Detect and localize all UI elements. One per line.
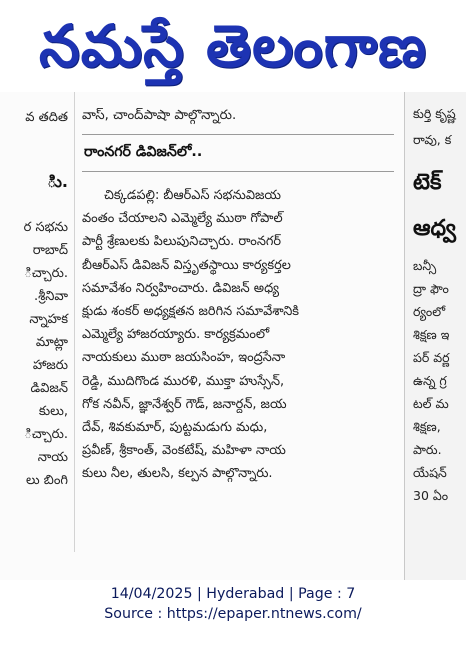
article-body: [82, 184, 392, 485]
right-column-line: శిక్షణ,: [413, 419, 441, 434]
right-column-line: టల్ మ: [413, 396, 449, 411]
right-column-line: రావు, క: [413, 132, 452, 147]
newspaper-clipping: [0, 92, 466, 580]
left-column-line: మాట్లా: [35, 335, 68, 350]
article-body-line: రెడ్డి, ముదిగొండ మురళి, ముక్తా హుస్సేన్,: [82, 373, 285, 389]
right-column-heading: టెక్: [413, 170, 442, 195]
right-column-line: ద్రా ఫౌం: [413, 281, 449, 296]
right-column-line: బన్సీ: [413, 258, 437, 273]
article-top-line: వాస్, చాంద్‌పాషా పాల్గొన్నారు.: [82, 108, 237, 123]
article-body-line: నాయకులు ముఠా జయసింహ, ఇంద్రసేనా: [82, 350, 286, 366]
left-column-fragment: [0, 92, 75, 552]
right-column-line: యేషన్: [413, 465, 447, 480]
right-column-fragment: [404, 92, 466, 580]
article-body-line: బీఆర్ఎస్ డివిజన్ విస్తృతస్థాయి కార్యకర్తల: [82, 257, 291, 273]
newspaper-logo: నమస్తే తెలంగాణ: [39, 12, 427, 80]
right-column-line: ఉన్న గ్ర: [413, 373, 447, 388]
left-column-line: లు బింగి: [25, 473, 68, 488]
article-heading: రాంనగర్ డివిజన్‌లో..: [84, 144, 203, 160]
left-column-line: ిచ్చారు.: [24, 266, 68, 281]
left-column-line: వ తదిత: [25, 110, 68, 125]
left-column-line: నాయ: [37, 450, 68, 465]
left-column-line: రాబాద్: [32, 243, 68, 258]
section-divider: [82, 171, 394, 172]
article-body-line: దేవ్, శివకుమార్, పుట్టమడుగు మధు,: [82, 419, 268, 435]
clipping-caption: [0, 584, 466, 624]
article-body-line: పార్టీ శ్రేణులకు పిలుపునిచ్చారు. రాంనగర్: [82, 234, 282, 250]
article-body-line: కులు నీల, తులసి, కల్పన పాల్గొన్నారు.: [82, 466, 273, 482]
article-body-line: ఎమ్మెల్యే హాజరయ్యారు. కార్యక్రమంలో: [82, 327, 270, 343]
section-divider: [82, 134, 394, 135]
article-body-line: వంతం చేయాలని ఎమ్మెల్యే ముఠా గోపాల్: [82, 211, 283, 227]
right-column-line: పర్ వర్ణ: [413, 350, 450, 365]
left-column-line: ిచ్చారు.: [24, 427, 68, 442]
right-column-line: శిక్షణ ఇ: [413, 327, 450, 342]
article-body-line: గోక నవీన్, జ్ఞానేశ్వర్ గౌడ్, జనార్దన్, జయ: [82, 396, 287, 412]
article-body-line: సమావేశం నిర్వహించారు. డివిజన్ అధ్య: [82, 280, 280, 296]
left-column-line: న్నాహక: [29, 312, 68, 327]
left-column-line: ిు.: [47, 172, 68, 191]
right-column-line: పారు.: [413, 442, 442, 457]
date-city-page-line: 14/04/2025 | Hyderabad | Page : 7: [110, 586, 356, 602]
left-column-line: హాజరు: [32, 358, 68, 373]
right-column-heading: ఆధ్వ: [413, 216, 457, 241]
right-column-line: 30 ఏం: [413, 488, 449, 503]
article-body-line: చిక్కడపల్లి: బీఆర్ఎస్ సభనువిజయ: [104, 188, 281, 203]
left-column-line: ర సభను: [23, 220, 68, 235]
left-column-line: డివిజన్: [30, 381, 68, 396]
source-line: Source : https://epaper.ntnews.com/: [104, 606, 362, 622]
left-column-line: .శ్రీనివా: [33, 289, 68, 304]
left-column-line: కులు,: [38, 404, 68, 419]
newspaper-masthead: [0, 0, 466, 92]
main-article: [82, 92, 392, 552]
right-column-line: ర్యంలో: [413, 304, 446, 319]
article-body-line: క్షుడు శంకర్ అధ్యక్షతన జరిగిన సమావేశానికి: [82, 303, 299, 319]
article-body-line: ప్రవీణ్, శ్రీకాంత్, వెంకటేష్, మహిళా నాయ: [82, 443, 286, 459]
right-column-line: కుర్తి కృష్ణ: [413, 106, 456, 121]
